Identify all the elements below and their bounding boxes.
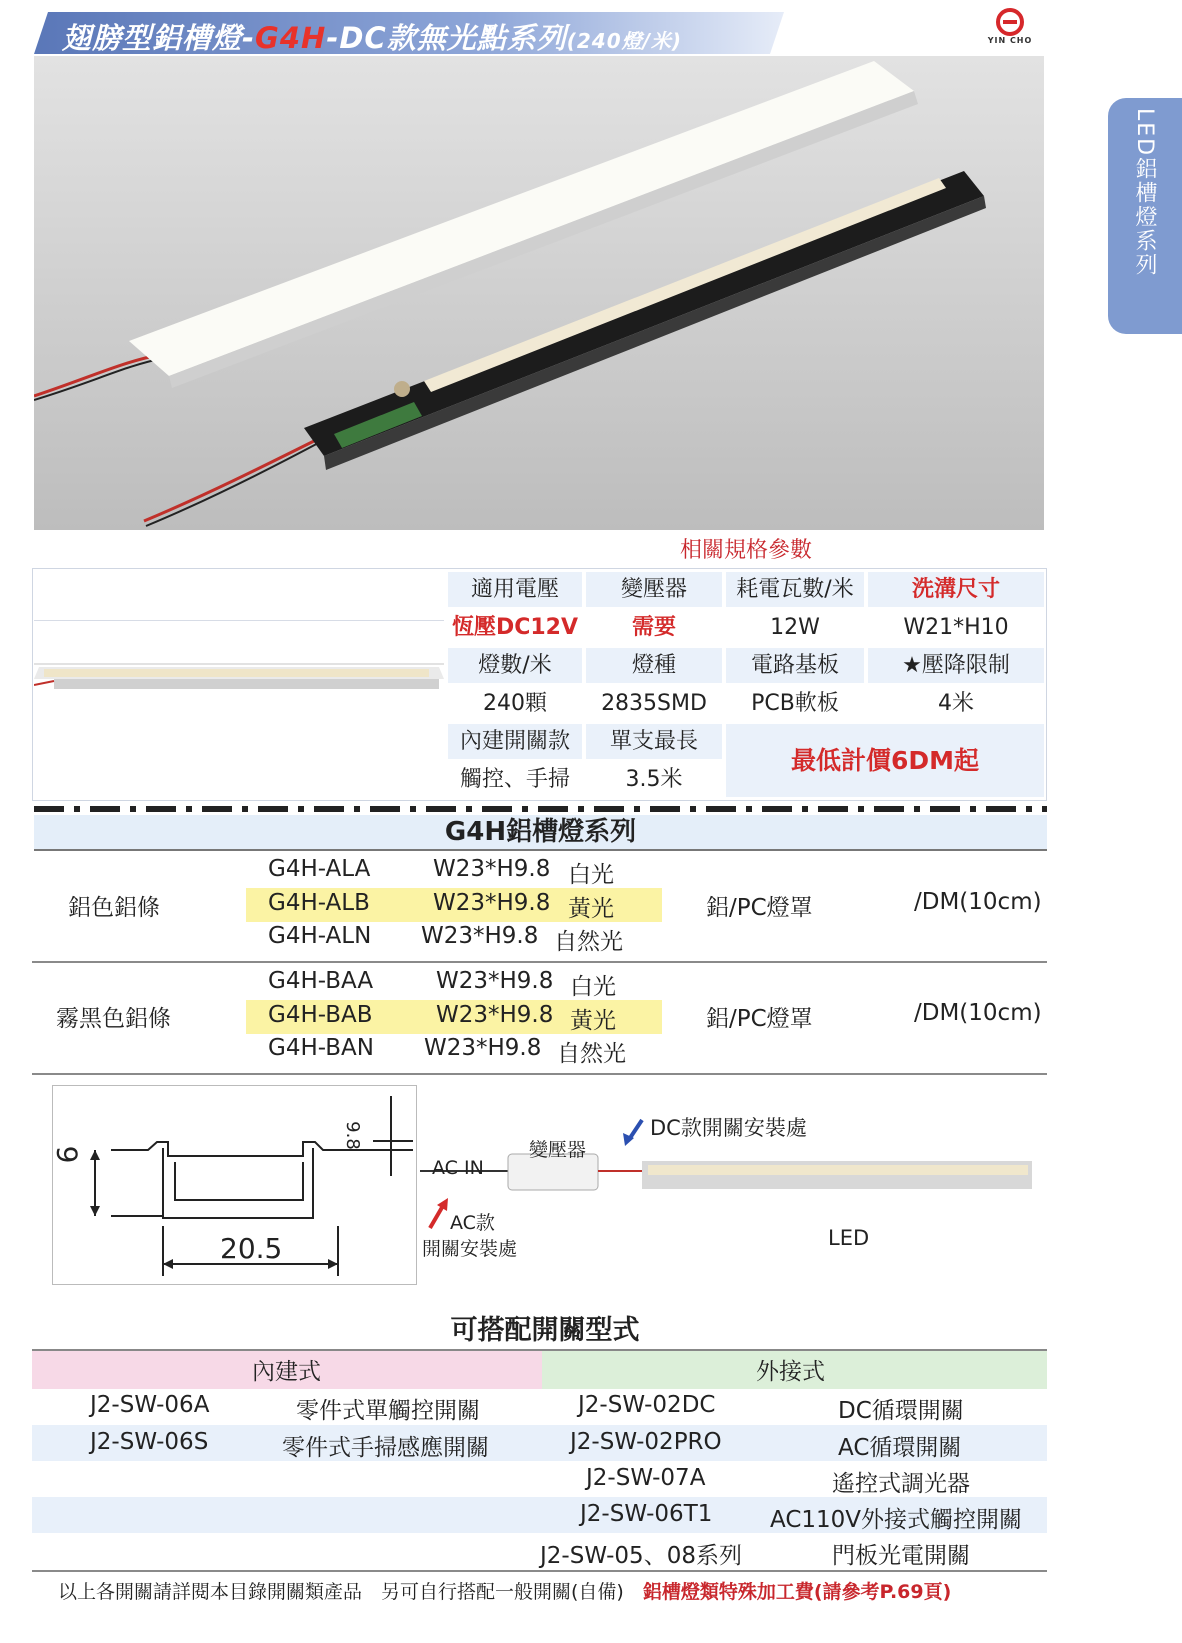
hero-illustration xyxy=(34,56,1044,530)
spec-header-pcb: 電路基板 xyxy=(726,648,864,684)
builtin-label: 內建式 xyxy=(252,1359,321,1385)
cover-type: 鋁/PC燈罩 xyxy=(706,895,813,921)
switch-code: J2-SW-06A xyxy=(90,1392,210,1418)
price-unit: /DM(10cm) xyxy=(914,1000,1042,1026)
model-color: 黃光 xyxy=(568,896,614,922)
side-tab-label: LED鋁槽燈系列 xyxy=(1132,108,1157,278)
model-color: 白光 xyxy=(568,862,614,888)
model-size: W23*H9.8 xyxy=(436,968,554,994)
spec-header-led-type: 燈種 xyxy=(586,648,722,684)
model-size: W23*H9.8 xyxy=(433,890,551,916)
switch-desc: 門板光電開關 xyxy=(832,1543,970,1569)
cover-type: 鋁/PC燈罩 xyxy=(706,1006,813,1032)
spec-header-led-count: 燈數/米 xyxy=(448,648,582,684)
spec-min-price: 最低計價6DM起 xyxy=(726,724,1044,798)
group-name: 霧黑色鋁條 xyxy=(56,1006,171,1032)
model-color: 自然光 xyxy=(554,929,623,955)
group-name: 鋁色鋁條 xyxy=(68,895,160,921)
page-title xyxy=(62,16,682,57)
spec-strip-illustration xyxy=(34,621,444,799)
series-header xyxy=(34,815,1047,851)
series-title: G4H鋁槽燈系列 xyxy=(444,817,637,847)
logo-text: YIN CHO xyxy=(987,36,1033,45)
spec-header-groove: 洗溝尺寸 xyxy=(868,572,1044,608)
price-unit: /DM(10cm) xyxy=(914,889,1042,915)
spec-caption: 相關規格參數 xyxy=(680,538,813,563)
footer-note xyxy=(58,1577,951,1604)
table-bottom-rule xyxy=(32,1570,1047,1572)
switch-desc: DC循環開關 xyxy=(838,1398,964,1424)
ac-in-label: AC IN xyxy=(432,1157,484,1179)
row-divider xyxy=(32,961,1047,963)
spec-header-max-length: 單支最長 xyxy=(586,724,722,760)
spec-header-transformer: 變壓器 xyxy=(586,572,722,608)
spec-header-builtin-switch: 內建開關款 xyxy=(448,724,582,760)
spec-max-length-value: 3.5米 xyxy=(586,762,722,798)
switch-desc: 遙控式調光器 xyxy=(832,1471,970,1497)
title-prefix: 翅膀型鋁槽燈- xyxy=(62,21,256,55)
model-code: G4H-BAB xyxy=(268,1002,373,1028)
brand-logo xyxy=(985,8,1035,52)
model-size: W23*H9.8 xyxy=(421,923,539,949)
transformer-label: 變壓器 xyxy=(529,1139,587,1161)
dimension-small: 9.8 xyxy=(341,1121,363,1150)
dimension-width: 20.5 xyxy=(220,1232,283,1265)
spec-header-voltage: 適用電壓 xyxy=(448,572,582,608)
ac-switch-label: AC款 xyxy=(450,1212,495,1234)
spec-pcb-value: PCB軟板 xyxy=(726,686,864,722)
spec-led-count-value: 240顆 xyxy=(448,686,582,722)
spec-voltage-value: 恆壓DC12V xyxy=(448,610,582,646)
row-divider xyxy=(32,1073,1047,1075)
switch-code: J2-SW-06S xyxy=(90,1429,209,1455)
model-code: G4H-ALN xyxy=(268,923,372,949)
spec-transformer-value: 需要 xyxy=(586,610,722,646)
switch-desc: 零件式單觸控開關 xyxy=(296,1398,480,1424)
switch-code: J2-SW-02DC xyxy=(578,1392,716,1418)
dashed-divider xyxy=(34,806,1047,812)
dc-switch-label: DC款開關安裝處 xyxy=(650,1116,807,1140)
model-code: G4H-BAA xyxy=(268,968,374,994)
spec-header-wattage: 耗電瓦數/米 xyxy=(726,572,864,608)
model-size: W23*H9.8 xyxy=(433,856,551,882)
model-color: 自然光 xyxy=(557,1041,626,1067)
model-code: G4H-ALB xyxy=(268,890,370,916)
footer-note-red: 鋁槽燈類特殊加工費(請參考P.69頁) xyxy=(642,1581,952,1603)
led-label: LED xyxy=(828,1226,870,1250)
model-code: G4H-BAN xyxy=(268,1035,374,1061)
title-small: (240燈/米) xyxy=(566,29,683,53)
switch-code: J2-SW-02PRO xyxy=(570,1429,722,1455)
footer-note-text: 以上各開關請詳閱本目錄開關類產品 另可自行搭配一般開關(自備) xyxy=(58,1581,624,1603)
model-code: G4H-ALA xyxy=(268,856,371,882)
model-size: W23*H9.8 xyxy=(424,1035,542,1061)
external-label: 外接式 xyxy=(756,1359,825,1385)
switch-desc: 零件式手掃感應開關 xyxy=(282,1435,489,1461)
switch-desc: AC循環開關 xyxy=(838,1435,962,1461)
switch-desc: AC110V外接式觸控開關 xyxy=(770,1507,1023,1533)
switch-section-title: 可搭配開關型式 xyxy=(450,1315,640,1346)
logo-mark-icon xyxy=(996,8,1024,36)
switch-code: J2-SW-06T1 xyxy=(580,1501,713,1527)
title-suffix: -DC款無光點系列 xyxy=(326,21,567,55)
title-model: G4H xyxy=(255,21,327,55)
spec-header-voltage-drop: ★壓降限制 xyxy=(868,648,1044,684)
spec-wattage-value: 12W xyxy=(726,610,864,646)
spec-builtin-switch-value: 觸控、手掃 xyxy=(448,762,582,798)
ac-switch-location-label: 開關安裝處 xyxy=(422,1238,518,1260)
hero-product-photo xyxy=(34,56,1044,530)
spec-voltage-drop-value: 4米 xyxy=(868,686,1044,722)
switch-code: J2-SW-05、08系列 xyxy=(540,1543,742,1569)
model-size: W23*H9.8 xyxy=(436,1002,554,1028)
switch-code: J2-SW-07A xyxy=(586,1465,706,1491)
spec-led-type-value: 2835SMD xyxy=(586,686,722,722)
spec-product-photo xyxy=(34,620,444,799)
dimension-height: 9 xyxy=(50,1145,84,1164)
model-color: 黃光 xyxy=(570,1008,616,1034)
spec-groove-value: W21*H10 xyxy=(868,610,1044,646)
model-color: 白光 xyxy=(570,974,616,1000)
